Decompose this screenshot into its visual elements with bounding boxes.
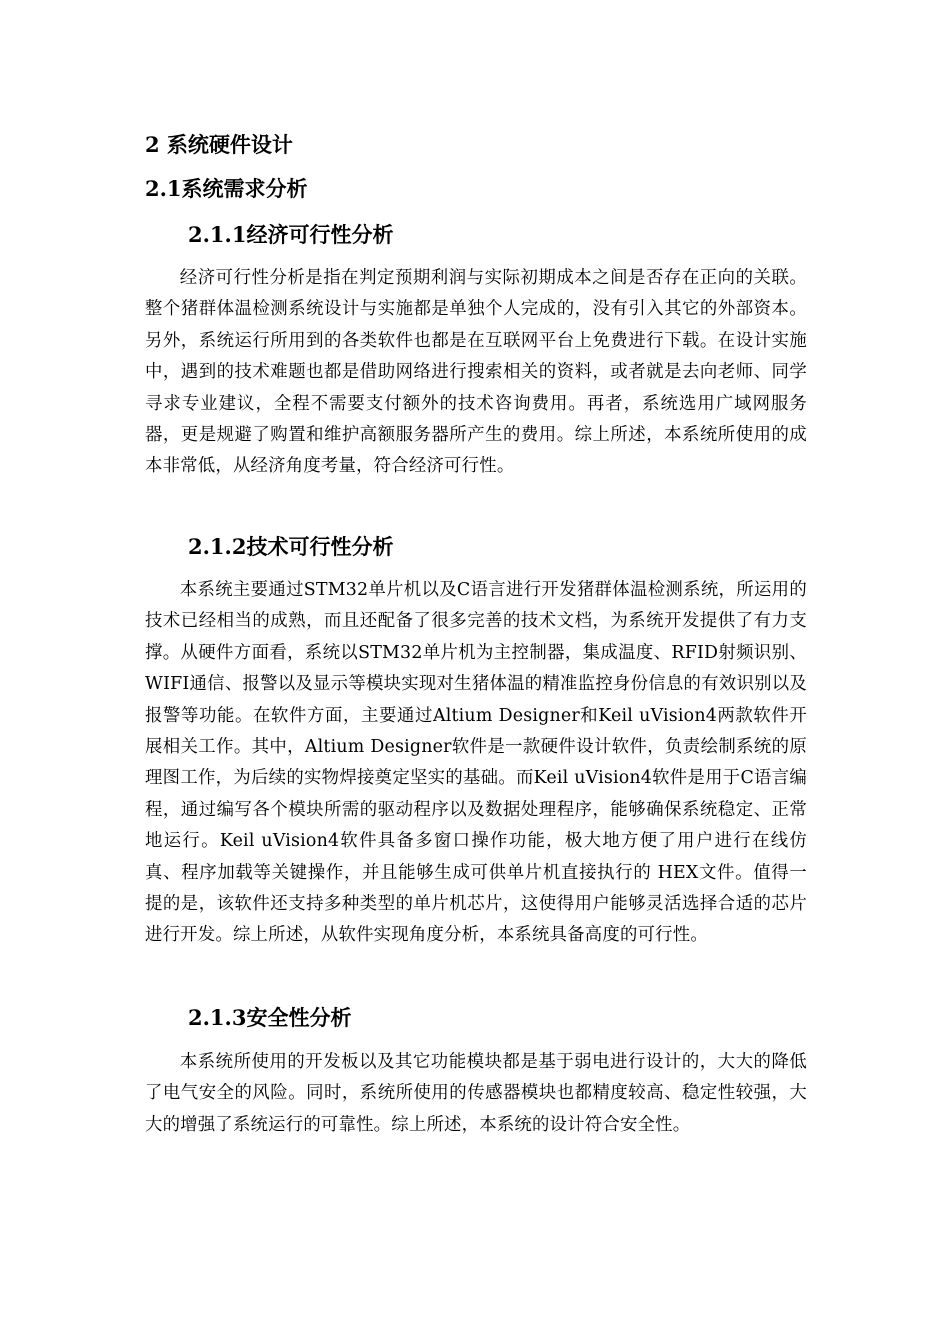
section-title: 2.1系统需求分析 bbox=[145, 176, 308, 201]
subsection-title-safety: 2.1.3安全性分析 bbox=[188, 1005, 352, 1030]
paragraph-technical: 本系统主要通过STM32单片机以及C语言进行开发猪群体温检测系统，所运用的技术已经相当的成熟，而且还配备了很多完善的技术文档，为系统开发提供了有力支撑。从硬件方面看，系统以STM32单片机为主控制器，集成温度、RFID射频识别、WIFI通信、报警以及显示等模块实现对生猪体温的精准监控身份信息的有效识别以及报警等功能。在软件方面，主要通过Altium Designer和Keil uVision4两款软件开展相关工作。其中，Altium Designer软件是一款硬件设计软件，负责绘制系统的原理图工作，为后续的实物焊接奠定坚实的基础。而Keil uVision4软件是用于C语言编程，通过编写各个模块所需的驱动程序以及数据处理程序，能够确保系统稳定、正常地运行。Keil uVision4软件具备多窗口操作功能，极大地方便了用户进行在线仿真、程序加载等关键操作，并且能够生成可供单片机直接执行的 HEX文件。值得一提的是，该软件还支持多种类型的单片机芯片，这使得用户能够灵活选择合适的芯片进行开发。综上所述，从软件实现角度分析，本系统具备高度的可行性。 bbox=[145, 580, 807, 946]
subsection-title-technical: 2.1.2技术可行性分析 bbox=[188, 534, 394, 559]
chapter-title: 2 系统硬件设计 bbox=[145, 132, 293, 157]
subsection-title-economic: 2.1.1经济可行性分析 bbox=[188, 222, 394, 247]
paragraph-economic: 经济可行性分析是指在判定预期利润与实际初期成本之间是否存在正向的关联。整个猪群体温检测系统设计与实施都是单独个人完成的，没有引入其它的外部资本。另外，系统运行所用到的各类软件也都是在互联网平台上免费进行下载。在设计实施中，遇到的技术难题也都是借助网络进行搜索相关的资料，或者就是去向老师、同学寻求专业建议，全程不需要支付额外的技术咨询费用。再者，系统选用广域网服务器，更是规避了购置和维护高额服务器所产生的费用。综上所述，本系统所使用的成本非常低，从经济角度考量，符合经济可行性。 bbox=[145, 268, 807, 477]
paragraph-safety: 本系统所使用的开发板以及其它功能模块都是基于弱电进行设计的，大大的降低了电气安全的风险。同时，系统所使用的传感器模块也都精度较高、稳定性较强，大大的增强了系统运行的可靠性。综上所述，本系统的设计符合安全性。 bbox=[145, 1052, 807, 1135]
